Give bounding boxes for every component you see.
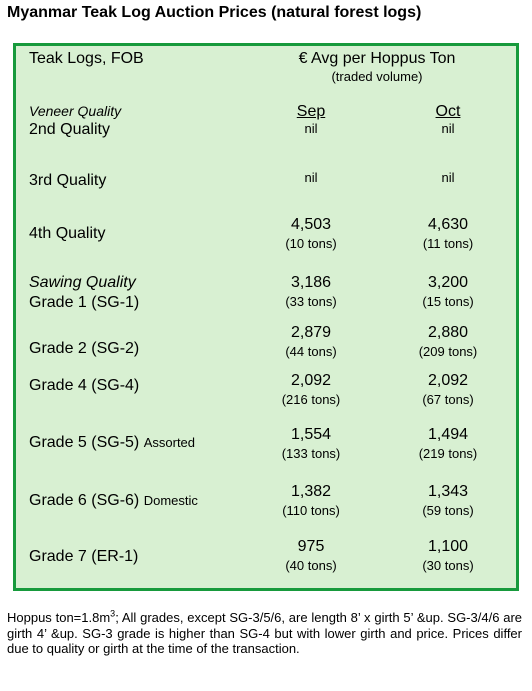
section-sawing: Sawing Quality — [29, 274, 136, 291]
oct-volume: (219 tons) — [418, 446, 478, 461]
oct-value: 4,630 — [427, 216, 469, 233]
column-sep-header: Sep — [296, 103, 326, 120]
oct-value: 3,200 — [427, 274, 469, 291]
header-left: Teak Logs, FOB — [29, 50, 144, 67]
oct-volume: (209 tons) — [418, 344, 478, 359]
row-label: Grade 4 (SG-4) — [29, 377, 140, 394]
row-label: 4th Quality — [29, 225, 106, 242]
sep-value: 2,092 — [290, 372, 332, 389]
sep-value: 975 — [297, 538, 325, 555]
price-table — [13, 43, 519, 591]
row-label: Grade 6 (SG-6) — [29, 492, 140, 509]
oct-volume: (67 tons) — [422, 392, 474, 407]
sep-value: 1,554 — [290, 426, 332, 443]
header-right-sub: (traded volume) — [331, 69, 423, 84]
oct-value: 1,494 — [427, 426, 469, 443]
header-right: € Avg per Hoppus Ton — [298, 50, 456, 67]
oct-value: 2,092 — [427, 372, 469, 389]
row-label: Grade 7 (ER-1) — [29, 548, 139, 565]
sep-value: 3,186 — [290, 274, 332, 291]
oct-volume: (15 tons) — [422, 294, 474, 309]
oct-value: 1,100 — [427, 538, 469, 555]
section-veneer: Veneer Quality — [29, 103, 122, 119]
sep-volume: (110 tons) — [282, 503, 340, 518]
sep-value: nil — [304, 170, 318, 185]
sep-value: nil — [304, 121, 318, 136]
sep-volume: (133 tons) — [281, 446, 341, 461]
row-label: Grade 5 (SG-5) — [29, 434, 140, 451]
oct-volume: (59 tons) — [422, 503, 474, 518]
sep-value: 4,503 — [290, 216, 332, 233]
oct-value: 1,343 — [427, 483, 469, 500]
sep-volume: (10 tons) — [285, 236, 337, 251]
oct-value: nil — [441, 170, 455, 185]
oct-value: 2,880 — [427, 324, 469, 341]
footnote — [7, 610, 522, 657]
sep-value: 1,382 — [290, 483, 332, 500]
row-label: Grade 1 (SG-1) — [29, 294, 140, 311]
row-label: 3rd Quality — [29, 172, 107, 189]
sep-volume: (40 tons) — [285, 558, 337, 573]
oct-volume: (11 tons) — [422, 236, 474, 251]
footnote-part1: Hoppus ton=1.8m — [7, 610, 111, 625]
oct-value: nil — [441, 121, 455, 136]
sep-value: 2,879 — [290, 324, 332, 341]
sep-volume: (216 tons) — [281, 392, 341, 407]
row-note: Assorted — [143, 435, 196, 450]
oct-volume: (30 tons) — [422, 558, 474, 573]
sep-volume: (44 tons) — [285, 344, 337, 359]
column-oct-header: Oct — [435, 103, 461, 120]
footnote-superscript: 3 — [110, 608, 116, 619]
footnote-part2: ; All grades, except SG-3/5/6, are length 8’ x girth 5’ &up. SG-3/4/6 are girth 4’ &up. SG-3 grade is higher than SG-4 but with lower girth and price. Prices differ due to quality or girth at the time of the transaction. — [7, 610, 523, 656]
row-label: 2nd Quality — [29, 121, 110, 138]
row-label: Grade 2 (SG-2) — [29, 340, 140, 357]
row-note: Domestic — [143, 493, 198, 508]
page-title: Myanmar Teak Log Auction Prices (natural forest logs) — [7, 4, 422, 21]
sep-volume: (33 tons) — [285, 294, 337, 309]
